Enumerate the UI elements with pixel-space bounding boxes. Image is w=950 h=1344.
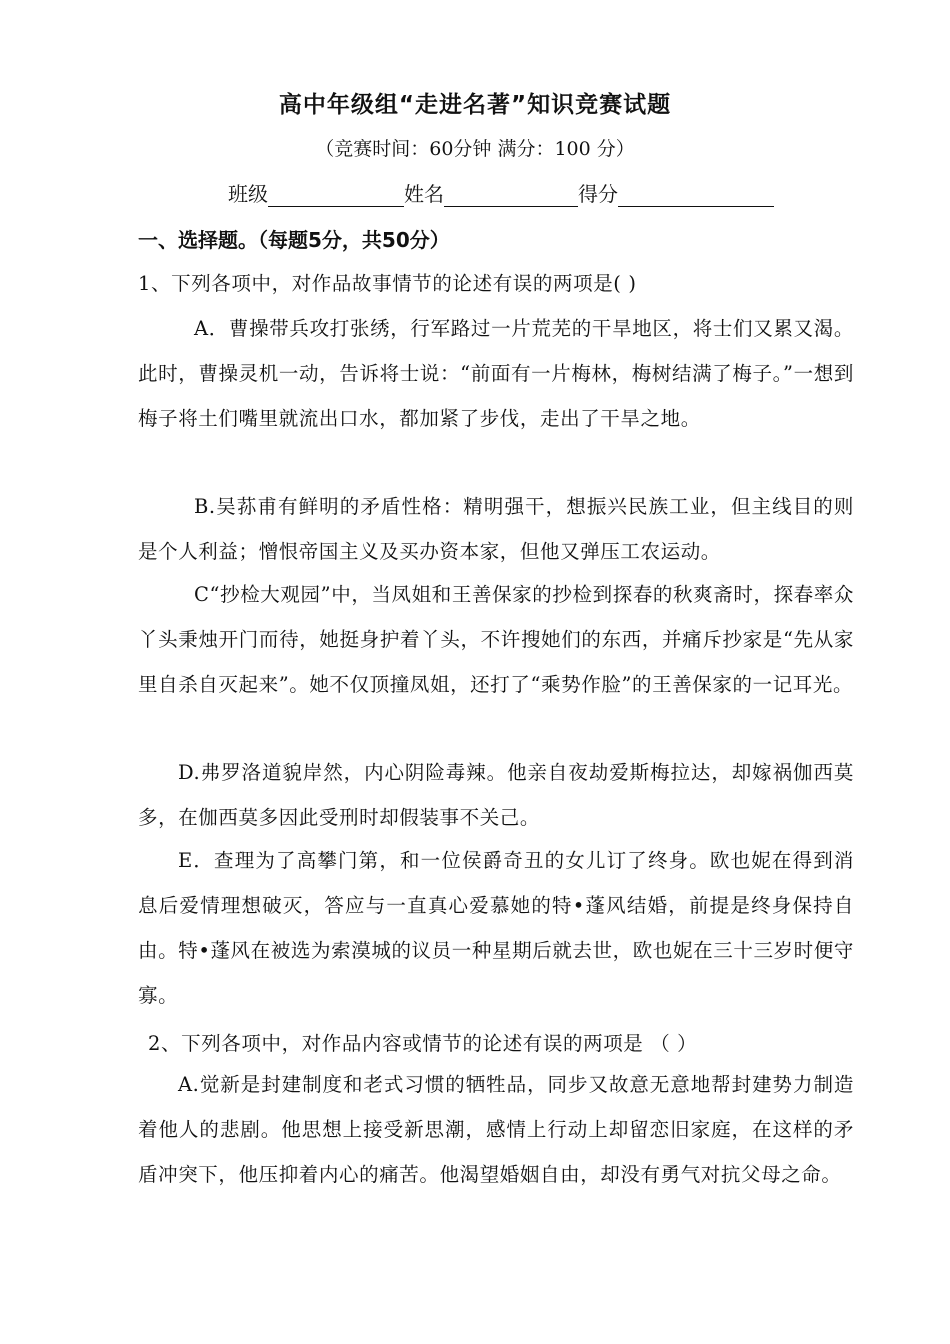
question-1-option-e: E．查理为了高攀门第，和一位侯爵奇丑的女儿订了终身。欧也妮在得到消息后爱情理想破灭，答应与一直真心爱慕她的特•蓬风结婚，前提是终身保持自由。特•蓬风在被选为索漠城的议员一种星期后就去世，欧也妮在三十三岁时便守寡。 bbox=[138, 849, 854, 1007]
name-label: 姓名 bbox=[404, 182, 444, 206]
class-blank[interactable] bbox=[268, 184, 404, 207]
exam-subtitle: （竞赛时间：60分钟 满分：100 分） bbox=[315, 138, 635, 160]
question-1-option-b: B.吴荪甫有鲜明的矛盾性格：精明强干，想振兴民族工业，但主线目的则是个人利益；憎恨帝国主义及买办资本家，但他又弹压工农运动。 bbox=[138, 495, 854, 563]
section-heading: 一、选择题。（每题5分，共50分） bbox=[138, 228, 450, 252]
score-blank[interactable] bbox=[618, 184, 774, 207]
score-label: 得分 bbox=[578, 182, 618, 206]
student-info-fields bbox=[228, 178, 774, 207]
class-label: 班级 bbox=[228, 182, 268, 206]
question-1-option-a: A．曹操带兵攻打张绣，行军路过一片荒芜的干旱地区，将士们又累又渴。此时，曹操灵机一动，告诉将士说：“前面有一片梅林，梅树结满了梅子。”一想到梅子将土们嘴里就流出口水，都加紧了步伐，走出了干旱之地。 bbox=[138, 317, 854, 430]
question-1-option-c: C“抄检大观园”中，当凤姐和王善保家的抄检到探春的秋爽斋时，探春率众丫头秉烛开门而待，她挺身护着丫头，不许搜她们的东西，并痛斥抄家是“先从家里自杀自灭起来”。她不仅顶撞凤姐，还打了“乘势作脸”的王善保家的一记耳光。 bbox=[138, 583, 854, 696]
exam-title: 高中年级组“走进名著”知识竞赛试题 bbox=[278, 92, 672, 118]
name-blank[interactable] bbox=[444, 184, 578, 207]
question-2-stem: 2、下列各项中，对作品内容或情节的论述有误的两项是 （ ） bbox=[148, 1032, 698, 1055]
question-1-stem: 1、下列各项中，对作品故事情节的论述有误的两项是( ) bbox=[138, 272, 637, 295]
question-1-option-d: D.弗罗洛道貌岸然，内心阴险毒辣。他亲自夜劫爱斯梅拉达，却嫁祸伽西莫多，在伽西莫多因此受刑时却假装事不关己。 bbox=[138, 761, 854, 829]
question-2-option-a: A.觉新是封建制度和老式习惯的牺牲品，同步又故意无意地帮封建势力制造着他人的悲剧。他思想上接受新思潮，感情上行动上却留恋旧家庭，在这样的矛盾冲突下，他压抑着内心的痛苦。他渴望婚姻自由，却没有勇气对抗父母之命。 bbox=[138, 1073, 854, 1186]
